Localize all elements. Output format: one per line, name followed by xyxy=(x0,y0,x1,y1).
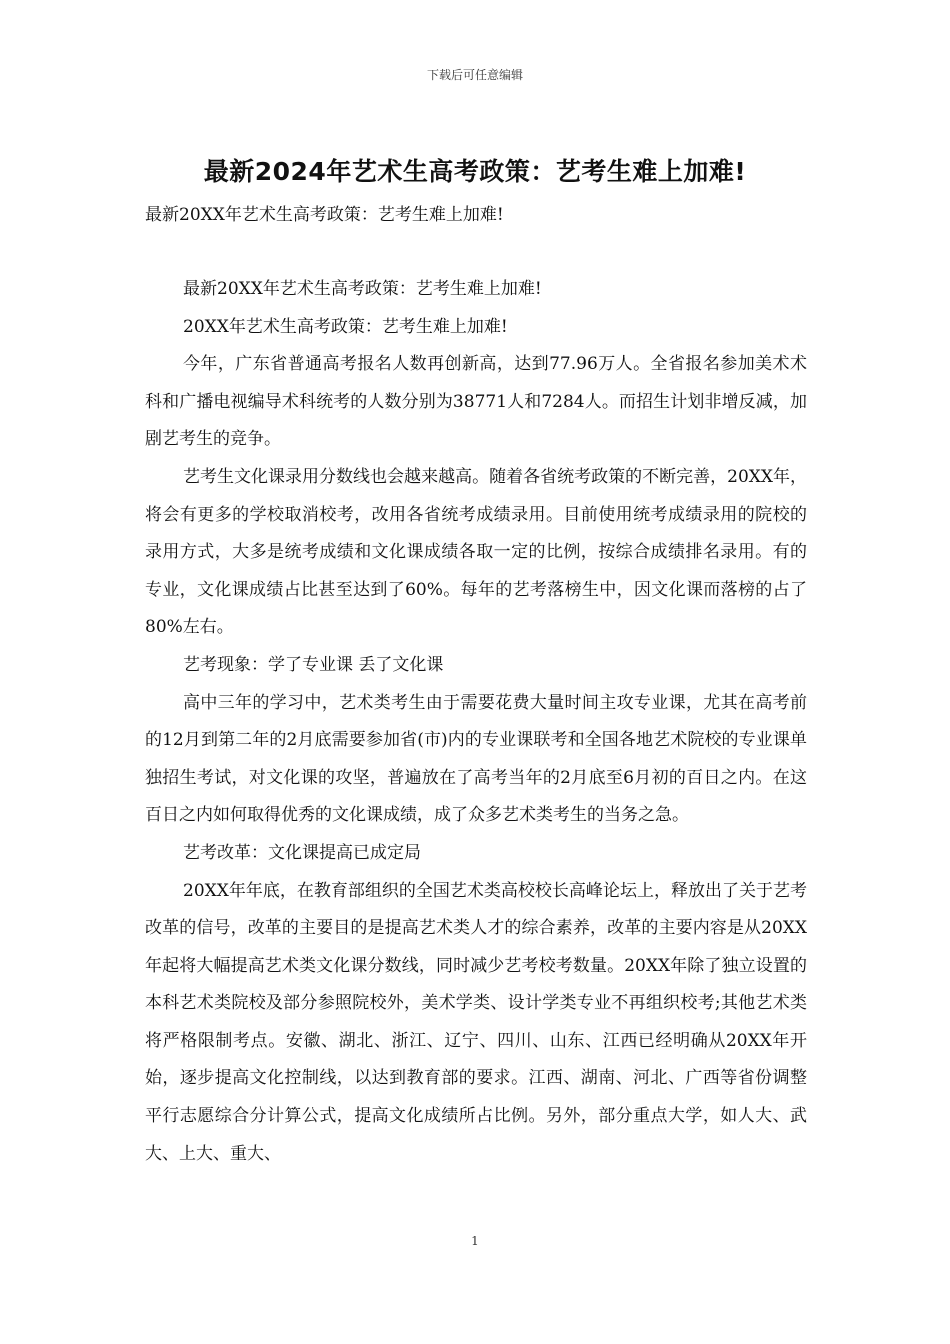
page-header-note: 下载后可任意编辑 xyxy=(426,68,523,82)
page-number: 1 xyxy=(471,1234,479,1248)
document-title: 最新2024年艺术生高考政策：艺考生难上加难! xyxy=(203,157,747,186)
document-body xyxy=(145,271,807,1173)
paragraph: 20XX年年底，在教育部组织的全国艺术类高校校长高峰论坛上，释放出了关于艺考改革的信号，改革的主要目的是提高艺术类人才的综合素养，改革的主要内容是从20XX年起将大幅提高艺术类文化课分数线，同时减少艺考校考数量。20XX年除了独立设置的本科艺术类院校及部分参照院校外，美术学类、设计学类专业不再组织校考;其他艺术类将严格限制考点。安徽、湖北、浙江、辽宁、四川、山东、江西已经明确从20XX年开始，逐步提高文化控制线，以达到教育部的要求。江西、湖南、河北、广西等省份调整平行志愿综合分计算公式，提高文化成绩所占比例。另外，部分重点大学，如人大、武大、上大、重大、 xyxy=(145,880,807,1164)
paragraph: 20XX年艺术生高考政策：艺考生难上加难! xyxy=(183,316,508,337)
paragraph: 今年，广东省普通高考报名人数再创新高，达到77.96万人。全省报名参加美术术科和广播电视编导术科统考的人数分别为38771人和7284人。而招生计划非增反减，加剧艺考生的竞争。 xyxy=(145,354,807,450)
section-heading: 艺考现象：学了专业课 丢了文化课 xyxy=(183,654,444,675)
document-subtitle: 最新20XX年艺术生高考政策：艺考生难上加难! xyxy=(145,205,504,225)
paragraph: 艺考生文化课录用分数线也会越来越高。随着各省统考政策的不断完善，20XX年，将会有更多的学校取消校考，改用各省统考成绩录用。目前使用统考成绩录用的院校的录用方式，大多是统考成绩和文化课成绩各取一定的比例，按综合成绩排名录用。有的专业，文化课成绩占比甚至达到了60%。每年的艺考落榜生中，因文化课而落榜的占了80%左右。 xyxy=(145,466,807,638)
paragraph: 高中三年的学习中，艺术类考生由于需要花费大量时间主攻专业课，尤其在高考前的12月到第二年的2月底需要参加省(市)内的专业课联考和全国各地艺术院校的专业课单独招生考试，对文化课的攻坚，普遍放在了高考当年的2月底至6月初的百日之内。在这百日之内如何取得优秀的文化课成绩，成了众多艺术类考生的当务之急。 xyxy=(145,692,807,826)
paragraph: 最新20XX年艺术生高考政策：艺考生难上加难! xyxy=(183,279,542,299)
section-heading: 艺考改革：文化课提高已成定局 xyxy=(183,842,421,863)
